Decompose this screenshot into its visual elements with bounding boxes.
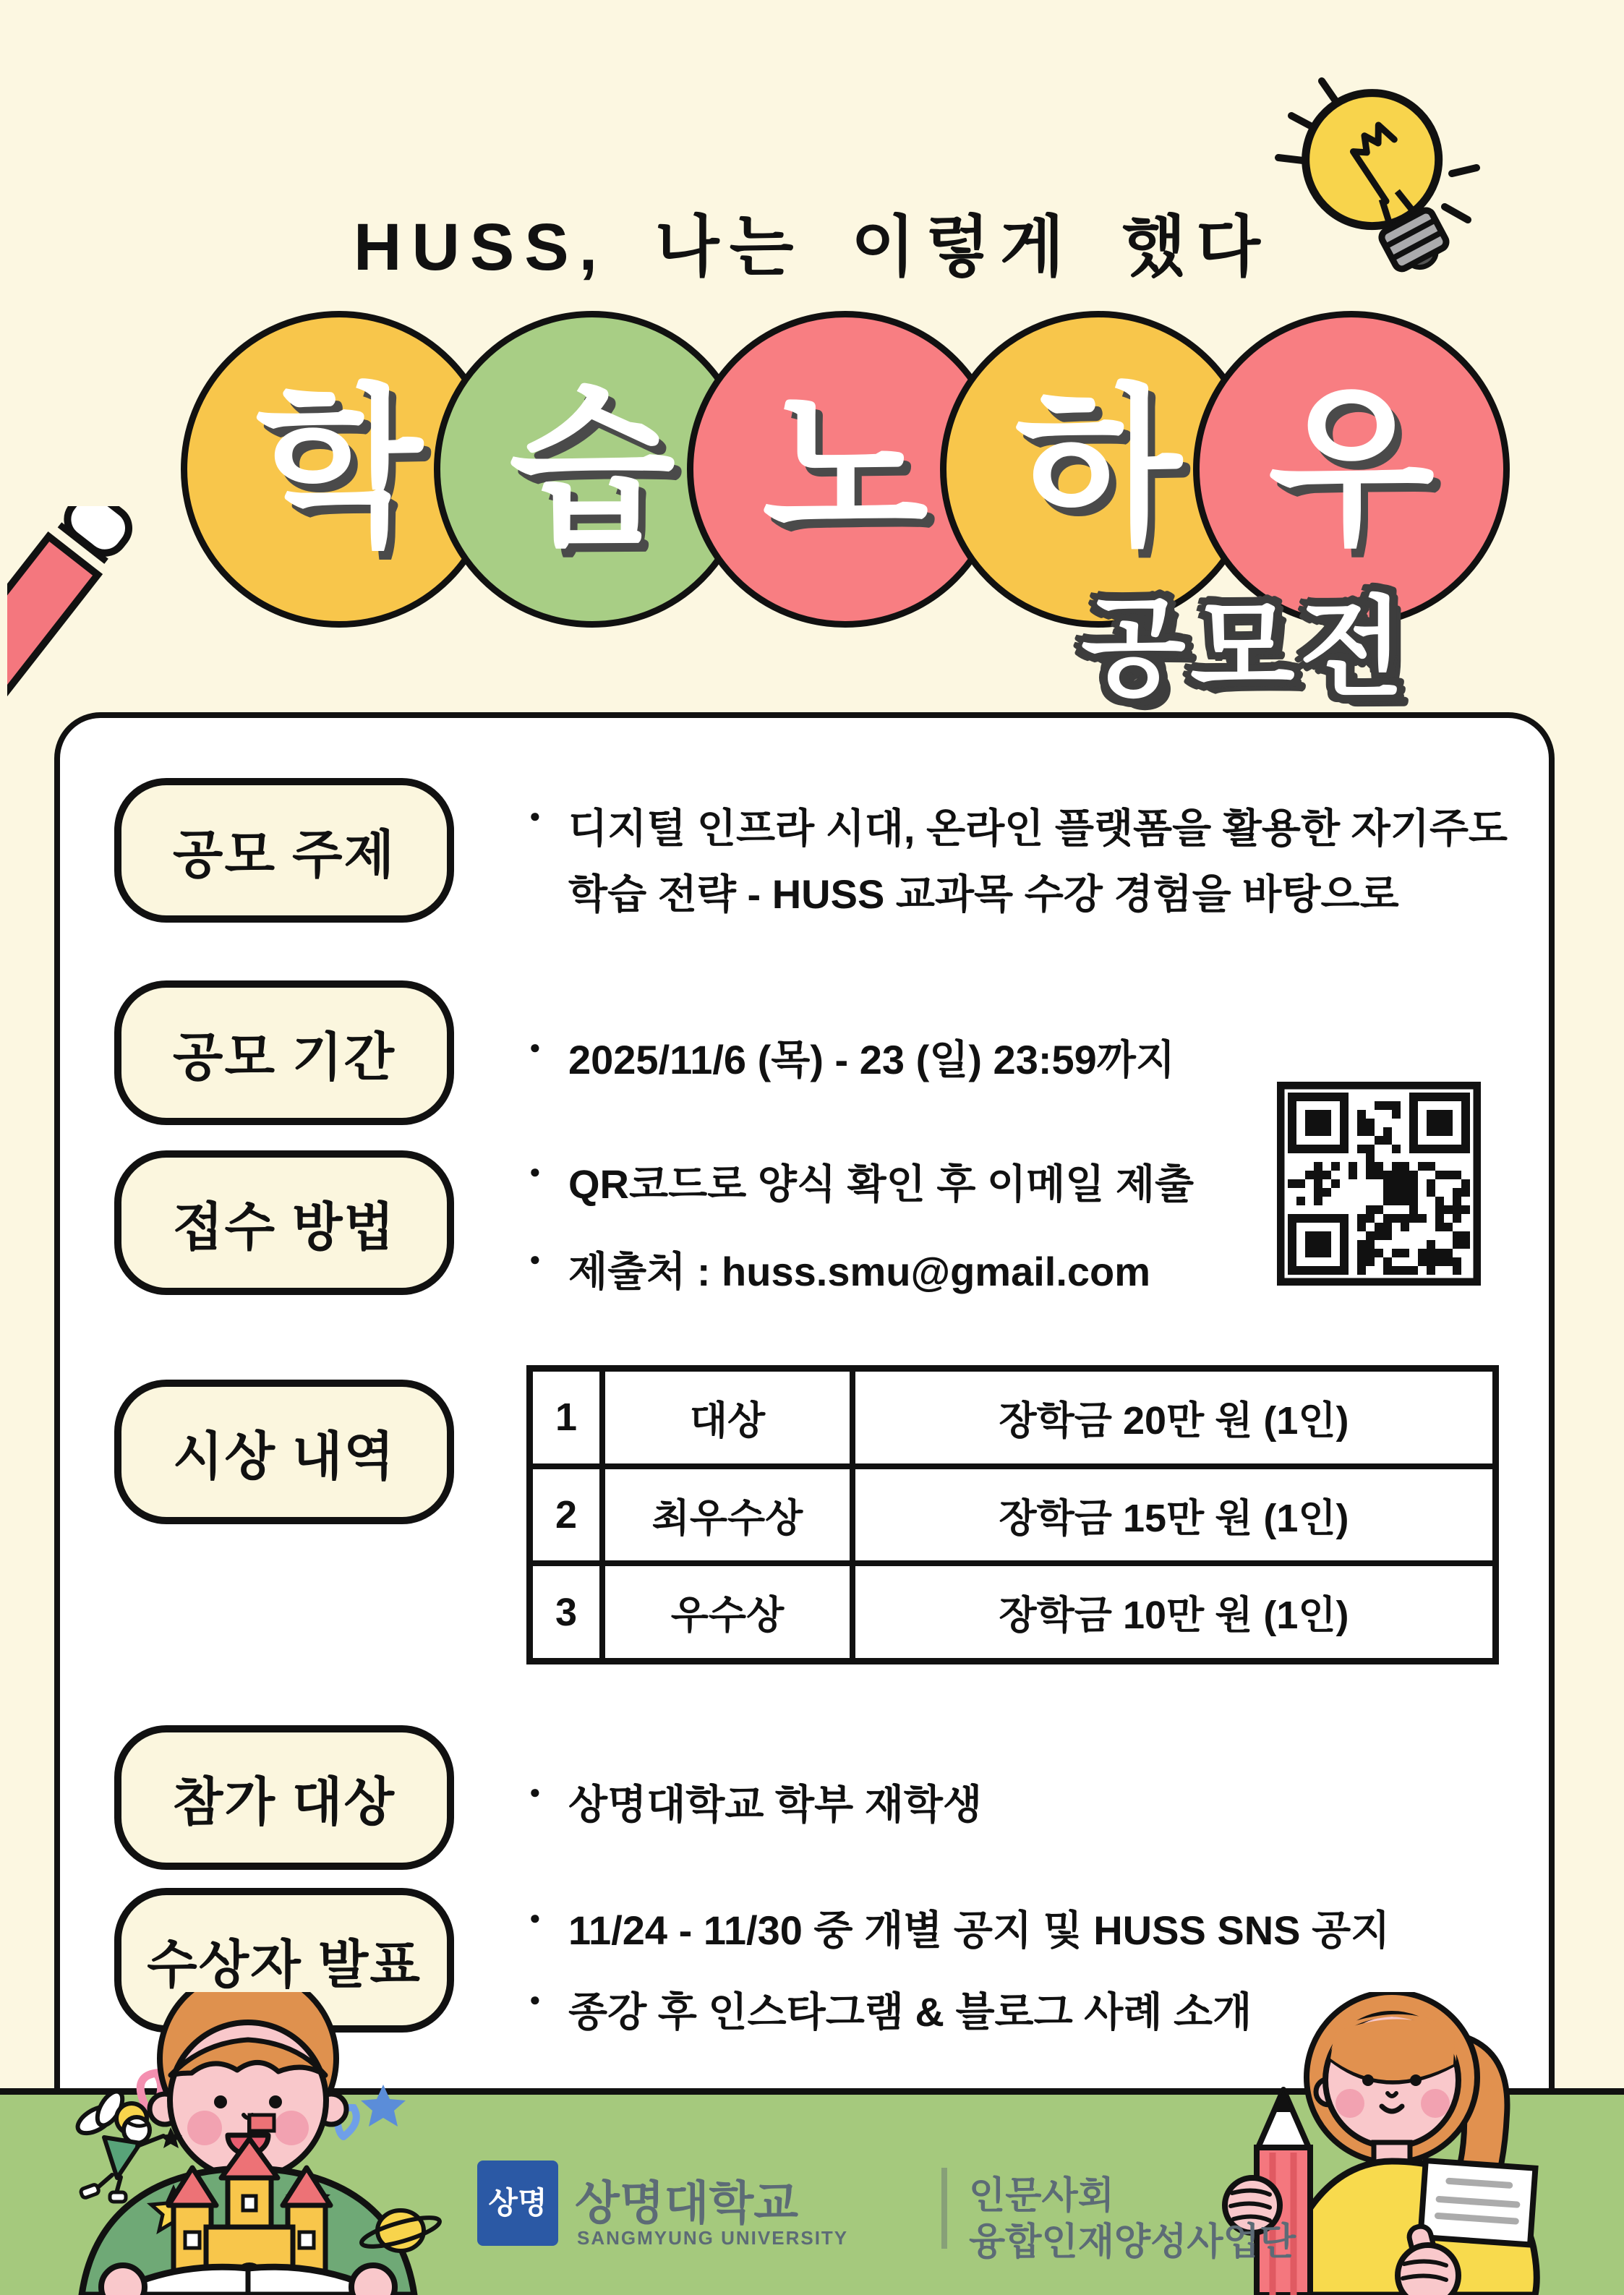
section-label-period: 공모 기간 <box>114 980 454 1125</box>
fairy-wand-star <box>160 2127 182 2148</box>
award-name: 최우수상 <box>599 1469 850 1561</box>
table-row <box>533 1372 1492 1463</box>
org-name-line2: 융합인재양성사업단 <box>969 2221 1296 2263</box>
university-name-en: SANGMYUNG UNIVERSITY <box>577 2227 849 2249</box>
pencil-icon <box>7 506 253 738</box>
award-prize: 장학금 15만 원 (1인) <box>850 1469 1492 1561</box>
title-char: 습 <box>509 373 675 565</box>
lightbulb-icon <box>1265 65 1490 289</box>
section-label-topic: 공모 주제 <box>114 778 454 923</box>
blue-star <box>361 2085 406 2127</box>
award-rank: 2 <box>555 1493 578 1537</box>
university-emblem-text: 상명 <box>488 2185 547 2220</box>
apply-bullet: ● QR코드로 양식 확인 후 이메일 제출 <box>526 1152 1271 1218</box>
period-bullet: ● 2025/11/6 (목) - 23 (일) 23:59까지 <box>526 1027 1539 1093</box>
award-rank: 3 <box>555 1590 578 1634</box>
org-name-line1: 인문사회 <box>969 2175 1114 2217</box>
eligibility-bullets <box>526 1772 1466 1838</box>
announce-bullet: ● 11/24 - 11/30 중 개별 공지 및 HUSS SNS 공지 <box>526 1898 1553 1964</box>
fairy-dress <box>104 2137 140 2178</box>
title-char: 우 <box>1268 373 1435 565</box>
topic-bullet: ● 디지털 인프라 시대, 온라인 플랫폼을 활용한 자기주도 학습 전략 - HUSS 교과목 수강 경험을 바탕으로 <box>526 796 1517 927</box>
section-label-eligibility: 참가 대상 <box>114 1725 454 1870</box>
topic-bullets <box>526 796 1517 927</box>
apply-bullets <box>526 1152 1271 1304</box>
award-name: 우수상 <box>599 1566 850 1658</box>
awards-table <box>526 1365 1499 1664</box>
award-prize: 장학금 10만 원 (1인) <box>850 1566 1492 1658</box>
university-logo <box>477 2161 558 2246</box>
award-rank: 1 <box>555 1396 578 1440</box>
section-label-announce: 수상자 발표 <box>114 1888 454 2033</box>
university-name-kr: 상명대학교 <box>575 2177 799 2229</box>
announce-bullet: ● 종강 후 인스타그램 & 블로그 사례 소개 <box>526 1980 1553 2046</box>
title-char: 노 <box>762 373 928 565</box>
section-label-awards: 시상 내역 <box>114 1380 454 1524</box>
award-prize: 장학금 20만 원 (1인) <box>850 1372 1492 1463</box>
award-name: 대상 <box>599 1372 850 1463</box>
title-char: 하 <box>1015 373 1181 565</box>
qr-code <box>1277 1082 1481 1286</box>
table-row <box>533 1463 1492 1561</box>
fairy-illustration <box>29 2090 195 2205</box>
section-label-apply: 접수 방법 <box>114 1150 454 1295</box>
poster-tagline: HUSS, 나는 이렇게 했다 <box>354 210 1270 284</box>
logo-divider <box>941 2168 947 2249</box>
paper <box>1420 2161 1535 2244</box>
poster-subtitle: 공모전 <box>1081 587 1409 709</box>
table-row <box>533 1560 1492 1658</box>
title-char: 학 <box>256 373 422 565</box>
apply-email: ● 제출처 : huss.smu@gmail.com <box>526 1239 1271 1305</box>
eligibility-bullet: ● 상명대학교 학부 재학생 <box>526 1772 1466 1838</box>
